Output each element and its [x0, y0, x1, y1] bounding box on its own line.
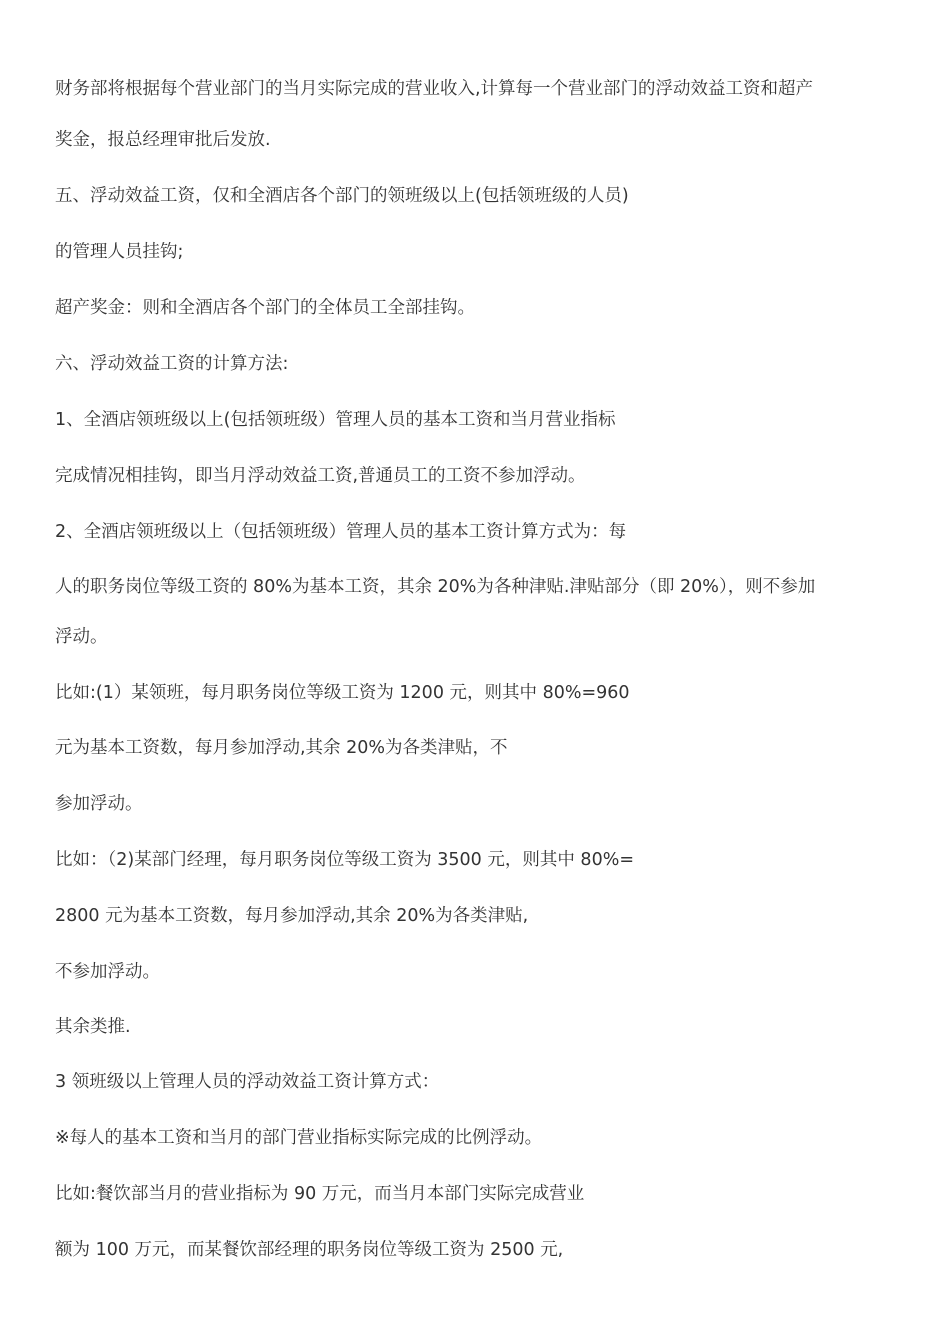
text-line: 的管理人员挂钩; [55, 242, 184, 262]
text-line: 比如:(1）某领班，每月职务岗位等级工资为 1200 元，则其中 80%=960 [55, 683, 630, 703]
text-line: 额为 100 万元，而某餐饮部经理的职务岗位等级工资为 2500 元, [55, 1240, 564, 1260]
text-line: 2800 元为基本工资数，每月参加浮动,其余 20%为各类津贴, [55, 906, 529, 926]
text-line: 参加浮动。 [55, 794, 143, 814]
text-line: 完成情况相挂钩，即当月浮动效益工资,普通员工的工资不参加浮动。 [55, 466, 586, 486]
text-line: 超产奖金：则和全酒店各个部门的全体员工全部挂钩。 [55, 298, 475, 318]
text-line: 人的职务岗位等级工资的 80%为基本工资，其余 20%为各种津贴.津贴部分（即 20%），则不参加 [55, 577, 816, 597]
text-line: 其余类推. [55, 1017, 131, 1037]
text-line: 五、浮动效益工资，仅和全酒店各个部门的领班级以上(包括领班级的人员) [55, 186, 629, 206]
text-line: 3 领班级以上管理人员的浮动效益工资计算方式： [55, 1072, 440, 1092]
text-line: 奖金，报总经理审批后发放. [55, 130, 271, 150]
text-line: 不参加浮动。 [55, 962, 160, 982]
text-line: 六、浮动效益工资的计算方法: [55, 354, 289, 374]
text-line: 财务部将根据每个营业部门的当月实际完成的营业收入,计算每一个营业部门的浮动效益工资和超产 [55, 79, 814, 99]
text-line: 2、全酒店领班级以上（包括领班级）管理人员的基本工资计算方式为：每 [55, 522, 627, 542]
text-line: 元为基本工资数，每月参加浮动,其余 20%为各类津贴，不 [55, 738, 508, 758]
text-line: 比如:餐饮部当月的营业指标为 90 万元，而当月本部门实际完成营业 [55, 1184, 585, 1204]
text-line: 比如：（2)某部门经理，每月职务岗位等级工资为 3500 元，则其中 80%= [55, 850, 634, 870]
text-line: 1、全酒店领班级以上(包括领班级）管理人员的基本工资和当月营业指标 [55, 410, 616, 430]
text-line: 浮动。 [55, 627, 108, 647]
text-line: ※每人的基本工资和当月的部门营业指标实际完成的比例浮动。 [55, 1128, 543, 1148]
